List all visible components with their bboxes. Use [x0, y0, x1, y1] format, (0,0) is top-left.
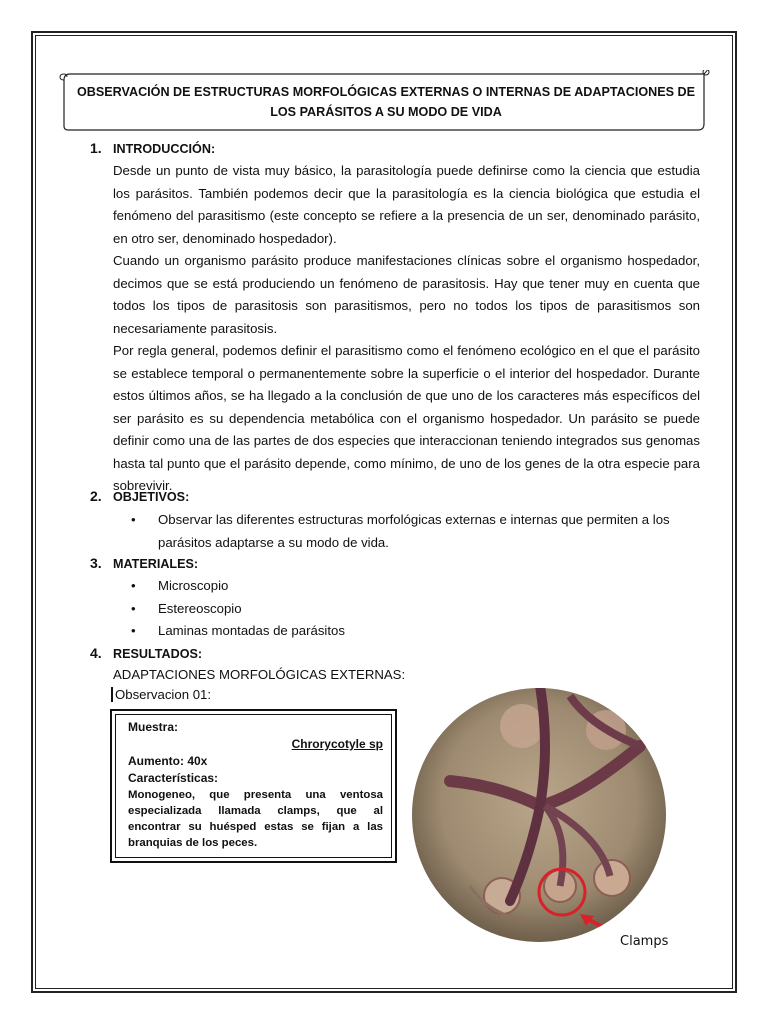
intro-paragraph-1: Desde un punto de vista muy básico, la parasitología puede definirse como la ciencia que estudia los parásitos. También podemos decir que la parasitología es la ciencia biológica que estudia el fenómeno del parasitismo (este concepto se refiere a la presencia de un ser, denominado parásito, en otro ser, denominado hospedador).: [113, 163, 700, 246]
caracteristicas-label: Características:: [128, 771, 219, 785]
list-item: • Observar las diferentes estructuras morfológicas externas e internas que permiten a los parásitos adaptarse a su modo de vida.: [131, 512, 670, 550]
muestra-label: Muestra:: [128, 720, 179, 734]
characteristics-description: Monogeneo, que presenta una ventosa especializada llamada clamps, que al encontrar su huésped estas se fijan a las branquias de los peces.: [128, 789, 383, 849]
document-title: OBSERVACIÓN DE ESTRUCTURAS MORFOLÓGICAS EXTERNAS O INTERNAS DE ADAPTACIONES DE LOS PARÁSITOS A SU MODO DE VIDA: [76, 85, 696, 119]
microscope-image: [410, 686, 668, 944]
list-item: • Microscopio: [131, 578, 229, 593]
title-scroll-banner: [58, 70, 712, 132]
materiales-list: [113, 575, 703, 643]
section-objetivos-heading: 2. OBJETIVOS:: [90, 488, 190, 504]
clamps-annotation: Clamps: [612, 932, 676, 951]
observation-card: [128, 719, 383, 851]
intro-paragraph-2: Cuando un organismo parásito produce manifestaciones clínicas sobre el organismo hospedador, decimos que se está produciendo un fenómeno de parasitosis. Hay que tener muy en cuenta que todos los tipos de parasitosis son parasitismos, pero no todos los tipos de parasitismos son necesariamente parasitosis.: [113, 253, 700, 336]
section-resultados-heading: 4. RESULTADOS:: [90, 645, 203, 661]
objetivos-list: [113, 509, 703, 554]
resultados-subheading: ADAPTACIONES MORFOLÓGICAS EXTERNAS:: [113, 667, 406, 682]
species-name: Chrorycotyle sp: [291, 737, 383, 751]
list-item: • Estereoscopio: [131, 600, 242, 616]
observation-label: Observacion 01:: [111, 687, 211, 702]
aumento-value: Aumento: 40x: [128, 754, 208, 768]
intro-paragraph-3: Por regla general, podemos definir el parasitismo como el fenómeno ecológico en el que el parásito se establece temporal o permanentemente sobre la superficie o el interior del hospedador. Durante estos últimos años, se ha llegado a la conclusión de que uno de los caracteres más específicos del ser parásito es su dependencia metabólica con el organismo hospedador. Un parásito se puede definir como una de las partes de dos especies que interaccionan teniendo integrados sus genomas hasta tal punto que el parásito depende, como mínimo, de uno de los genes de la otra especie para sobrevivir.: [113, 343, 700, 493]
section-introduccion-body: [113, 160, 700, 498]
list-item: • Laminas montadas de parásitos: [131, 623, 345, 638]
section-materiales-heading: 3. MATERIALES:: [90, 555, 199, 571]
section-introduccion-heading: 1. INTRODUCCIÓN:: [90, 140, 216, 156]
